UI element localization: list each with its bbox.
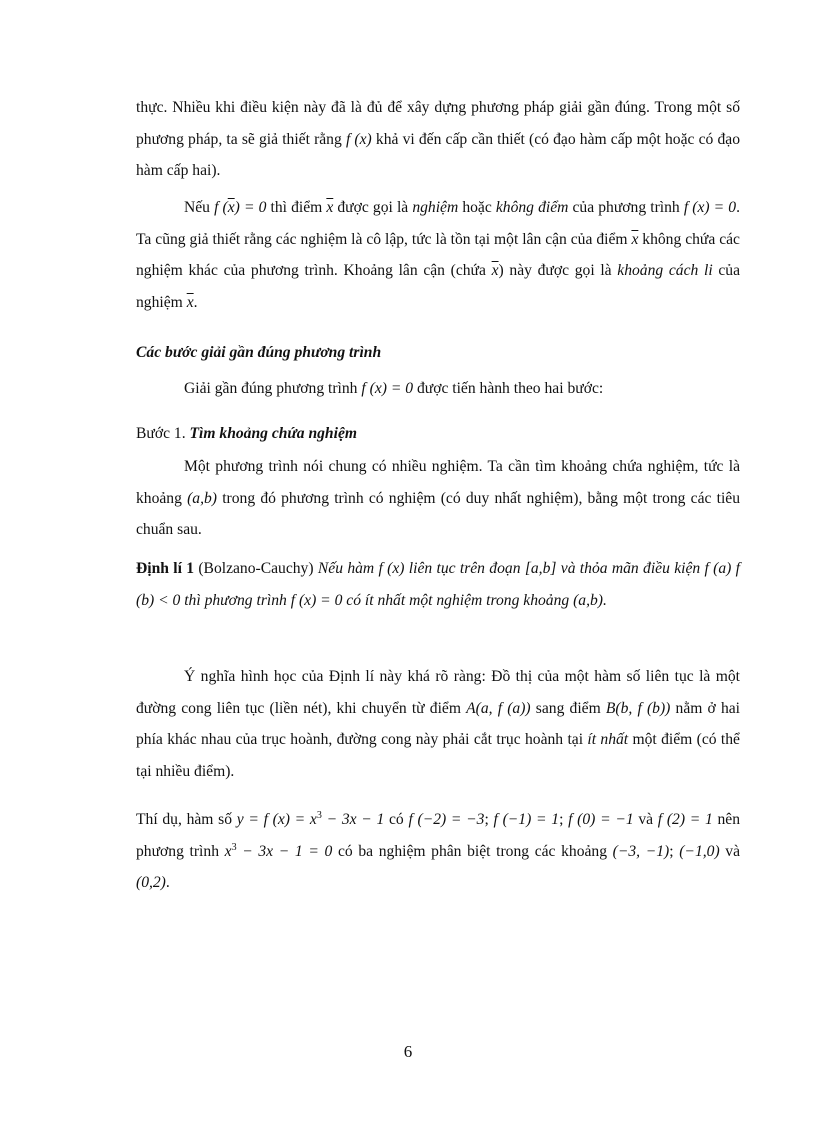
theorem-name: (Bolzano-Cauchy) xyxy=(194,560,318,577)
text: Giải gần đúng phương trình xyxy=(184,380,362,397)
math-equation: f (x) = 0 xyxy=(361,380,414,397)
text: ; xyxy=(669,842,680,860)
term-nghiem: nghiệm xyxy=(412,199,459,216)
math-value: f (−2) = −3 xyxy=(408,811,485,828)
math-exponent: 3 xyxy=(231,841,237,853)
step-label: Bước 1. xyxy=(136,425,190,442)
math-f-xbar-eq-0 xyxy=(214,199,266,216)
math-xbar: $\overline{x}$ xyxy=(326,199,334,216)
text: . xyxy=(165,874,170,891)
math-fx: f (x) xyxy=(378,560,405,577)
term-khoang-cach-li: khoảng cách li xyxy=(617,262,713,279)
text: nên phương trình xyxy=(136,811,741,860)
math-function xyxy=(237,811,385,828)
math-part: ) = 0 xyxy=(234,199,267,216)
math-part: x xyxy=(224,842,232,860)
math-part: − 3x − 1 = 0 xyxy=(236,842,333,860)
math-xbar: $\overline{x}$ xyxy=(631,230,639,248)
text: liên tục trên đoạn xyxy=(404,560,525,577)
text: Nếu hàm xyxy=(317,560,379,577)
paragraph-root-definition xyxy=(136,192,740,318)
math-cubic-equation xyxy=(225,843,333,860)
text: . xyxy=(602,591,607,609)
math-part: y = f (x) = x xyxy=(236,811,317,828)
paragraph-example xyxy=(136,804,740,899)
math-interval: (−1,0) xyxy=(679,842,720,860)
text: thì điểm xyxy=(266,199,327,216)
math-value: f (−1) = 1 xyxy=(493,811,560,828)
math-equation: f (x) = 0 xyxy=(290,591,343,609)
text: và xyxy=(719,842,741,860)
text: một điểm (có thể tại nhiều điểm). xyxy=(136,731,740,780)
text: Nếu xyxy=(184,199,215,216)
text: và thỏa mãn điều kiện xyxy=(556,560,705,577)
text: không chứa các nghiệm khác của phương trình. Khoảng lân cận (chứa xyxy=(136,230,740,279)
paragraph-geometric-meaning xyxy=(136,661,740,787)
text: ; xyxy=(484,811,494,828)
text: có ít nhất một nghiệm trong khoảng xyxy=(342,591,574,609)
page-number: 6 xyxy=(403,1042,413,1061)
text: . Ta cũng giả thiết rằng các nghiệm là cô lập, tức là tồn tại một lân cận của điểm xyxy=(136,199,740,248)
math-value: f (0) = −1 xyxy=(568,811,634,828)
math-condition: f (a) f (b) < 0 xyxy=(136,560,740,609)
step-title: Tìm khoảng chứa nghiệm xyxy=(189,425,357,442)
section-heading: Các bước giải gần đúng phương trình xyxy=(136,344,382,361)
paragraph-two-steps xyxy=(136,373,740,405)
math-interval: (a,b) xyxy=(187,489,217,507)
paragraph-differentiability xyxy=(136,92,740,187)
text: nằm ở hai phía khác nhau của trục hoành, đường cong này phải cắt trục hoành tại xyxy=(136,699,741,748)
math-part: f ( xyxy=(214,199,228,216)
math-fx: f (x) xyxy=(345,130,372,148)
text: Một phương trình nói chung có nhiều nghiệm. Ta cần tìm khoảng chứa nghiệm, tức là khoảng xyxy=(136,458,740,507)
theorem-1 xyxy=(136,553,740,616)
text: thực. Nhiều khi điều kiện này đã là đủ để xây dựng phương pháp giải gần đúng. Trong một số phương pháp, ta sẽ giả thiết rằng xyxy=(136,99,740,148)
text: ; xyxy=(559,811,569,828)
text: được tiến hành theo hai bước: xyxy=(413,380,604,397)
term-khong-diem: không điểm xyxy=(495,199,569,216)
math-value: f (2) = 1 xyxy=(657,811,713,828)
math-interval: (−3, −1) xyxy=(612,842,670,860)
math-xbar: $\overline{x}$ xyxy=(186,293,194,311)
text: của nghiệm xyxy=(136,262,741,311)
math-part: − 3x − 1 xyxy=(321,811,385,828)
text: sang điểm xyxy=(530,699,606,717)
text: thì phương trình xyxy=(180,591,291,609)
theorem-label: Định lí 1 xyxy=(136,560,195,577)
math-xbar: $\overline{x}$ xyxy=(491,262,499,279)
text: . xyxy=(193,293,198,311)
text: Thí dụ, hàm số xyxy=(136,811,237,828)
text: được gọi là xyxy=(333,199,413,216)
math-equation: f (x) = 0 xyxy=(683,199,737,216)
text: trong đó phương trình có nghiệm (có duy nhất nghiệm), bằng một trong các tiêu chuẩn sau. xyxy=(136,489,740,538)
step-1-heading xyxy=(136,418,740,450)
text: khả vi đến cấp cần thiết (có đạo hàm cấp một hoặc có đạo hàm cấp hai). xyxy=(136,130,740,179)
math-interval: (a,b) xyxy=(573,591,603,609)
emphasis: ít nhất xyxy=(587,731,629,748)
text: có xyxy=(384,811,409,828)
math-xbar: $\overline{x}$ xyxy=(227,199,235,216)
math-point-b: B(b, f (b)) xyxy=(605,699,671,717)
text: của phương trình xyxy=(568,199,684,216)
text: có ba nghiệm phân biệt trong các khoảng xyxy=(332,842,613,860)
text: ) này được gọi là xyxy=(498,262,618,279)
text: và xyxy=(633,811,658,828)
text: Ý nghĩa hình học của Định lí này khá rõ ràng: Đồ thị của một hàm số liên tục là một đường cong liên tục (liền nét), khi chuyển từ điểm xyxy=(136,668,740,717)
math-interval: (0,2) xyxy=(136,874,166,891)
math-point-a: A(a, f (a)) xyxy=(466,699,531,717)
math-exponent: 3 xyxy=(316,810,322,821)
math-segment: [a,b] xyxy=(524,560,557,577)
paragraph-find-interval xyxy=(136,451,740,546)
text: hoặc xyxy=(458,199,496,216)
